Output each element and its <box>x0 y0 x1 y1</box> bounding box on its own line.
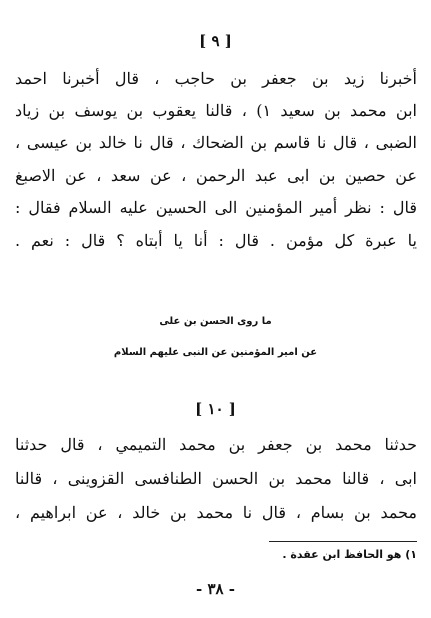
hadith-9-line-4: عن حصين بن ابى عبد الرحمن ، عن سعد ، عن الاصبغ <box>15 166 417 185</box>
hadith-10-line-3: محمد بن بسام ، قال نا محمد بن خالد ، عن ابراهيم ، <box>15 503 417 522</box>
hadith-9-line-5: قال : نظر أمير المؤمنين الى الحسين عليه السلام فقال : <box>15 198 417 217</box>
section-heading-line-2: عن امير المؤمنين عن النبى عليهم السلام <box>113 347 318 358</box>
hadith-10-line-1: حدثنا محمد بن جعفر بن محمد التميمي ، قال حدثنا <box>15 435 417 454</box>
section-heading-line-1: ما روى الحسن بن على <box>159 316 272 327</box>
hadith-number-10: [ ١٠ ] <box>195 400 236 418</box>
page-number: - ٣٨ - <box>195 580 236 598</box>
hadith-9-line-1: أخبرنا زيد بن جعفر بن حاجب ، قال أخبرنا احمد <box>15 69 417 88</box>
footnote: ١) هو الحافظ ابن عقدة . <box>282 548 417 561</box>
hadith-9-line-2: ابن محمد بن سعيد ١) ، قالنا يعقوب بن يوسف بن زياد <box>15 101 417 120</box>
hadith-9-line-3: الضبى ، قال نا قاسم بن الضحاك ، قال نا خالد بن عيسى ، <box>15 133 418 152</box>
footnote-divider <box>269 541 417 542</box>
hadith-9-line-6: يا عبرة كل مؤمن . قال : أنا يا أبتاه ؟ قال : نعم . <box>15 231 417 250</box>
hadith-number-9: [ ٩ ] <box>199 32 232 50</box>
hadith-10-line-2: ابى ، قالنا محمد بن الحسن الطنافسى القزوينى ، قالنا <box>15 469 418 488</box>
